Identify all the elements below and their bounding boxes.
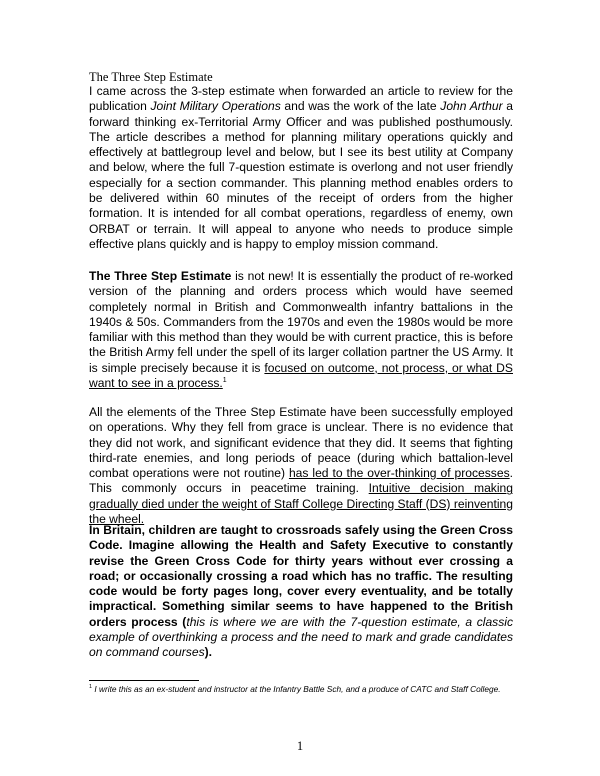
paragraph-not-new-underlined: focused on outcome, not process, or what DS want to see in a process. xyxy=(89,360,513,391)
paragraph-green-cross-bold: In Britain, children are taught to crossroads safely using the Green Cross Code. Imagine allowing the Health and Safety Executive to constantly revise the Green Cross Code for thirty years without ever crossing a road; or occasionally crossing a road which has no traffic. The resulting code would be forty pages long, cover every eventuality, and be totally impractical. Something similar seems to have happened to the British orders process ( xyxy=(89,523,513,629)
footnote-marker: 1 xyxy=(89,684,93,691)
paragraph-intro-text-1: I came across the 3-step estimate when forwarded an article to review for the publication xyxy=(89,84,513,114)
paragraph-not-new xyxy=(89,269,513,391)
footnote xyxy=(89,684,513,696)
paragraph-intro-text-3: a forward thinking ex-Territorial Army Officer and was published posthumously. The article describes a method for planning military operations quickly and effectively at battlegroup level and below, but I see its best utility at Company and below, where the full 7-question estimate is overlong and not user friendly especially for a section commander. This planning method enables orders to be delivered within 60 minutes of the receipt of orders from the higher formation. It is intended for all combat operations, regardless of enemy, own ORBAT or terrain. It will appeal to anyone who needs to produce simple effective plans quickly and is happy to employ mission command. xyxy=(89,99,514,251)
footnote-divider xyxy=(89,680,199,681)
paragraph-not-new-lead: The Three Step Estimate xyxy=(89,269,232,283)
paragraph-elements-text-2: . This commonly occurs in peacetime training. xyxy=(89,466,514,496)
paragraph-intro-text-2: and was the work of the late xyxy=(280,99,441,114)
paragraph-elements-text-1: All the elements of the Three Step Estimate have been successfully employed on operations. Why they fell from grace is unclear. There is no evidence that they did not work, and significant evidence that they did. It seems that fighting third-rate enemies, and long periods of peace (during which battalion-level combat operations were not routine) xyxy=(89,405,513,481)
footnote-text: I write this as an ex-student and instructor at the Infantry Battle Sch, and a produce of CATC and Staff College. xyxy=(92,684,501,694)
paragraph-green-cross-italic: this is where we are with the 7-question estimate, a classic example of overthinking a process and the need to mark and grade candidates on command courses xyxy=(89,614,513,660)
paragraph-green-cross xyxy=(89,523,513,661)
publication-name: Joint Military Operations xyxy=(150,99,281,114)
author-name: John Arthur xyxy=(440,99,503,114)
document-title: The Three Step Estimate xyxy=(89,70,213,84)
paragraph-elements xyxy=(89,405,513,527)
paragraph-green-cross-closing: ). xyxy=(204,645,213,660)
paragraph-intro xyxy=(89,84,513,252)
paragraph-not-new-text: is not new! It is essentially the product of re-worked version of the planning and orders process which would have seemed completely normal in British and Commonwealth infantry battalions in the 1940s & 50s. Commanders from the 1970s and even the 1980s would be more familiar with this method than they would be with current practice, this is before the British Army fell under the spell of its larger collation partner the US Army. It is simple precisely because it is xyxy=(89,269,513,375)
footnote-reference[interactable]: 1 xyxy=(222,377,227,385)
paragraph-elements-underlined-2: Intuitive decision making gradually died under the weight of Staff College Directing Staff (DS) reinventing the wheel. xyxy=(89,481,513,527)
paragraph-elements-underlined-1: has led to the over-thinking of processes xyxy=(288,466,510,481)
page-number: 1 xyxy=(296,739,304,753)
